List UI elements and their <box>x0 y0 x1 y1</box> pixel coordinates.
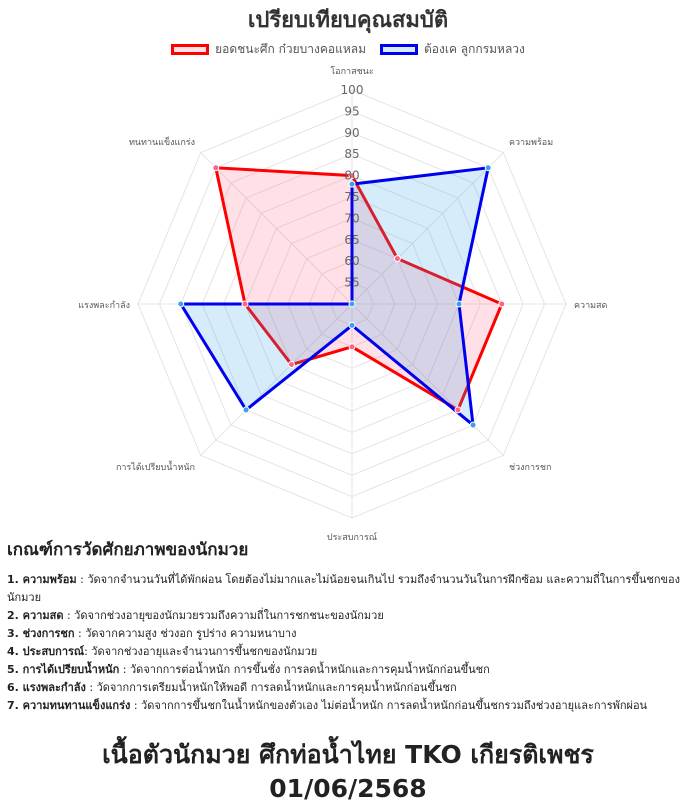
axis-label: โอกาสชนะ <box>330 67 374 77</box>
tick-label: 85 <box>344 147 360 162</box>
tick-label: 70 <box>344 211 360 226</box>
criteria-description: : วัดจากการต่อน้ำหนัก การขึ้นชั่ง การลดน้ำหนักและการคุมน้ำหนักก่อนขึ้นชก <box>119 663 490 676</box>
data-point <box>455 407 461 413</box>
criteria-term: 3. ช่วงการชก <box>7 627 75 640</box>
data-point <box>499 301 505 307</box>
criteria-item <box>7 643 691 661</box>
legend-label-series-1: ยอดชนะศึก ก๋วยบางคอแหลม <box>215 42 366 56</box>
data-point <box>349 344 355 350</box>
criteria-heading: เกณฑ์การวัดศักยภาพของนักมวย <box>7 540 249 560</box>
legend-label-series-2: ต้องเค ลูกกรมหลวง <box>424 42 525 56</box>
data-point <box>243 407 249 413</box>
axis-label: การได้เปรียบน้ำหนัก <box>115 462 196 473</box>
criteria-item <box>7 679 691 697</box>
axis-label: ช่วงการชก <box>508 462 552 473</box>
axis-label: ความพร้อม <box>508 138 554 149</box>
event-footer <box>0 738 696 806</box>
tick-label: 80 <box>344 168 360 183</box>
axis-label: ทนทานแข็งแกร่ง <box>128 138 196 149</box>
data-point <box>242 301 248 307</box>
tick-label: 100 <box>340 83 364 97</box>
chart-legend <box>0 40 696 59</box>
criteria-item <box>7 661 691 679</box>
data-point <box>178 301 184 307</box>
criteria-description: : วัดจากช่วงอายุและจำนวนการขึ้นชกของนักมวย <box>84 645 318 658</box>
data-point <box>456 301 462 307</box>
tick-label: 65 <box>344 232 360 247</box>
data-point <box>349 322 355 328</box>
data-point <box>349 301 355 307</box>
chart-title: เปรียบเทียบคุณสมบัติ <box>247 8 449 33</box>
tick-label: 60 <box>344 254 360 269</box>
legend-item-series-1[interactable] <box>171 40 366 59</box>
tick-label: 95 <box>344 104 360 119</box>
criteria-term: 2. ความสด <box>7 609 64 622</box>
criteria-description: : วัดจากการขึ้นชกในน้ำหนักของตัวเอง ไม่ต่อน้ำหนัก การลดน้ำหนักก่อนขึ้นชกรวมถึงช่วงอายุและการพักผ่อน <box>130 699 648 712</box>
axis-label: ความสด <box>574 301 608 311</box>
criteria-description: : วัดจากจำนวนวันที่ได้พักผ่อน โดยต้องไม่มากและไม่น้อยจนเกินไป รวมถึงจำนวนวันในการฝึกซ้อม และความถี่ในการขึ้นชกของนักมวย <box>7 573 681 604</box>
criteria-item <box>7 697 691 715</box>
data-point <box>213 165 219 171</box>
criteria-section <box>7 536 691 715</box>
axis-label: แรงพละกำลัง <box>78 301 130 311</box>
criteria-term: 5. การได้เปรียบน้ำหนัก <box>7 663 120 676</box>
legend-item-series-2[interactable] <box>380 40 525 59</box>
criteria-description: : วัดจากความสูง ช่วงอก รูปร่าง ความหนาบาง <box>74 627 297 640</box>
data-point <box>470 422 476 428</box>
legend-swatch-series-2 <box>380 44 418 55</box>
criteria-term: 7. ความทนทานแข็งแกร่ง <box>7 699 131 712</box>
data-point <box>394 256 400 262</box>
criteria-term: 4. ประสบการณ์ <box>7 645 85 658</box>
criteria-item <box>7 607 691 625</box>
event-title: เนื้อตัวนักมวย ศึกท่อน้ำไทย TKO เกียรติเพชร <box>102 740 594 769</box>
tick-label: 55 <box>344 275 360 290</box>
axis-label: ประสบการณ์ <box>326 533 378 543</box>
criteria-item <box>7 571 691 607</box>
legend-swatch-series-1 <box>171 44 209 55</box>
tick-label: 90 <box>344 125 360 140</box>
event-date: 01/06/2568 <box>269 774 427 803</box>
criteria-description: : วัดจากการเตรียมน้ำหนักให้พอดี การลดน้ำหนักและการคุมน้ำหนักก่อนขึ้นชก <box>85 681 457 694</box>
criteria-list <box>7 571 691 715</box>
criteria-description: : วัดจากช่วงอายุของนักมวยรวมถึงความถี่ในการชกชนะของนักมวย <box>63 609 384 622</box>
criteria-term: 1. ความพร้อม <box>7 573 77 586</box>
criteria-term: 6. แรงพละกำลัง <box>7 681 86 694</box>
radar-chart <box>0 60 696 543</box>
criteria-item <box>7 625 691 643</box>
data-point <box>288 362 294 368</box>
data-point <box>485 165 491 171</box>
tick-label: 75 <box>344 190 360 204</box>
